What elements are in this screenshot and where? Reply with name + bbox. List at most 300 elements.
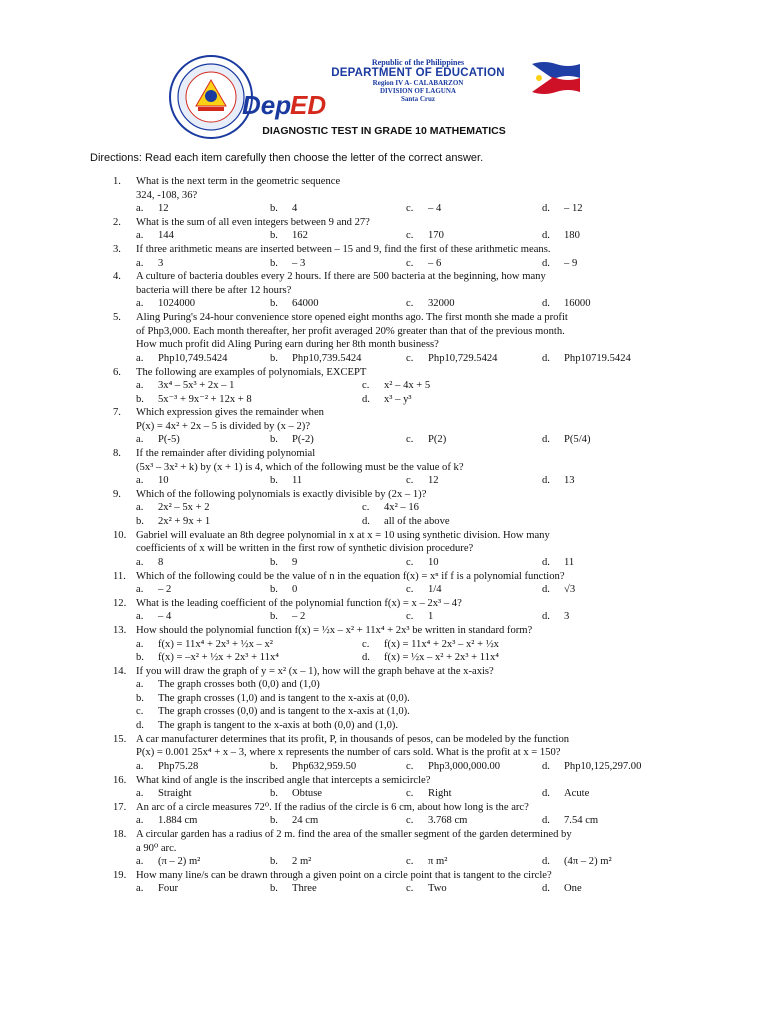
choice-text: Three	[292, 883, 317, 895]
choice-letter: b.	[270, 556, 278, 568]
choice-letter: c.	[406, 611, 414, 623]
choice-letter: b.	[270, 611, 278, 623]
choice-c	[406, 882, 447, 896]
choice-text: 4	[292, 203, 298, 214]
choice-a	[136, 760, 198, 774]
question-text: Which of the following polynomials is exactly divisible by (2x – 1)?	[136, 488, 427, 500]
choice-b	[136, 651, 279, 665]
question-line	[0, 447, 768, 461]
question-text: of Php3,000. Each month thereafter, her profit averaged 20% greater than that of the previous month.	[136, 325, 565, 337]
choice-letter: b.	[270, 298, 278, 310]
choice-letter: b.	[270, 883, 278, 895]
choice-text: Php75.28	[158, 760, 199, 772]
choice-c	[406, 474, 439, 488]
choices-row	[0, 352, 768, 366]
choice-c	[406, 583, 442, 597]
choice-letter: d.	[362, 515, 370, 527]
choice-letter: b.	[270, 257, 278, 269]
choice-letter: c.	[406, 760, 414, 772]
choices-row	[0, 882, 768, 896]
choice-d	[542, 474, 575, 488]
choice-text: 1	[428, 611, 434, 623]
choice-letter: d.	[542, 815, 550, 827]
svg-text:Dep: Dep	[242, 90, 292, 120]
choices-row	[0, 678, 768, 692]
choice-letter: a.	[136, 638, 144, 650]
question-number: 18.	[113, 829, 127, 841]
choice-text: 24 cm	[292, 815, 319, 827]
question-text: bacteria will there be after 12 hours?	[136, 284, 292, 296]
city-label: Santa Cruz	[400, 95, 436, 103]
choice-text: 3	[564, 611, 570, 623]
choice-text: – 2	[292, 611, 306, 623]
choice-text: f(x) = 11x⁴ + 2x³ + ½x – x²	[158, 638, 273, 650]
question-line	[0, 406, 768, 420]
question-number: 19.	[113, 869, 127, 881]
choice-text: 12	[428, 475, 439, 487]
choice-text: 13	[564, 475, 575, 487]
choice-letter: d.	[542, 203, 550, 214]
choice-letter: b.	[136, 692, 144, 704]
choice-c	[406, 814, 467, 828]
choice-a	[136, 297, 195, 311]
choice-c	[406, 257, 441, 271]
choice-a	[136, 678, 320, 692]
choice-d	[542, 855, 612, 869]
choice-b	[270, 229, 308, 243]
choice-c	[406, 229, 444, 243]
question-line	[0, 243, 768, 257]
choices-row	[0, 692, 768, 706]
question-text: a 90⁰ arc.	[136, 842, 177, 854]
choice-d	[542, 556, 574, 570]
question-line	[0, 366, 768, 380]
choice-letter: a.	[136, 788, 144, 799]
choice-letter: c.	[406, 856, 414, 868]
question-text: (5x³ – 3x² + k) by (x + 1) is 4, which of the following must be the value of k?	[136, 461, 464, 473]
choice-letter: d.	[542, 352, 550, 364]
choices-row	[0, 297, 768, 311]
choice-a	[136, 583, 171, 597]
choice-d	[542, 352, 631, 366]
question-number: 1.	[113, 176, 121, 187]
choice-letter: c.	[406, 584, 414, 595]
choice-letter: a.	[136, 203, 144, 214]
choice-letter: d.	[542, 298, 550, 310]
question-text: How much profit did Aling Puring earn during her 8th month business?	[136, 339, 439, 351]
choice-text: f(x) = 11x⁴ + 2x³ – x² + ½x	[384, 638, 499, 650]
choice-text: 162	[292, 230, 308, 242]
choice-letter: b.	[270, 352, 278, 364]
choice-c	[406, 610, 433, 624]
choice-c	[406, 433, 446, 447]
choice-d	[362, 651, 499, 665]
question-number: 13.	[113, 625, 127, 637]
choice-text: 170	[428, 230, 444, 242]
question-line	[0, 189, 768, 203]
choice-text: Php10,729.5424	[428, 352, 498, 364]
choice-letter: a.	[136, 230, 144, 242]
question-line	[0, 733, 768, 747]
choice-d	[542, 882, 582, 896]
choice-d	[542, 583, 575, 597]
choice-letter: b.	[136, 652, 144, 664]
choice-letter: c.	[362, 502, 370, 514]
choice-text: Php3,000,000.00	[428, 760, 501, 772]
choice-text: – 2	[158, 584, 172, 595]
choice-text: 3	[158, 257, 164, 269]
choice-b	[270, 556, 297, 570]
directions: Directions: Read each item carefully then choose the letter of the correct answer.	[90, 152, 484, 164]
choice-letter: a.	[136, 584, 144, 595]
choice-d	[136, 719, 398, 733]
choice-text: 8	[158, 556, 164, 568]
choice-text: 144	[158, 230, 174, 242]
choice-text: 11	[292, 475, 303, 487]
choice-text: – 4	[158, 611, 172, 623]
question-number: 3.	[113, 244, 121, 256]
republic-label: Republic of the Philippines	[371, 58, 465, 67]
choice-text: – 6	[428, 257, 442, 269]
choice-a	[136, 229, 174, 243]
choice-letter: a.	[136, 760, 144, 772]
choice-text: – 3	[292, 257, 306, 269]
choice-b	[270, 474, 302, 488]
choice-text: 11	[564, 556, 575, 568]
choices-row	[0, 719, 768, 733]
choice-a	[136, 501, 210, 515]
choice-text: 1024000	[158, 298, 196, 310]
deped-logo-icon	[240, 86, 327, 122]
choice-text: f(x) = ½x – x² + 2x³ + 11x⁴	[384, 652, 499, 664]
choice-b	[270, 882, 317, 896]
choice-letter: a.	[136, 815, 144, 827]
question-text: A car manufacturer determines that its profit, P, in thousands of pesos, can be modeled by the function	[136, 733, 570, 745]
question-line	[0, 801, 768, 815]
choice-letter: d.	[542, 856, 550, 868]
question-number: 15.	[113, 733, 127, 745]
question-line	[0, 311, 768, 325]
choice-letter: a.	[136, 434, 144, 446]
choice-letter: c.	[406, 883, 414, 895]
choices-row	[0, 610, 768, 624]
choice-a	[136, 814, 197, 828]
choice-text: Php632,959.50	[292, 760, 357, 772]
choice-c	[406, 855, 447, 869]
choice-letter: a.	[136, 556, 144, 568]
question-text: Which of the following could be the value of n in the equation f(x) = xⁿ if f is a polynomial function?	[136, 570, 565, 582]
choice-b	[270, 257, 305, 271]
question-line	[0, 529, 768, 543]
choice-letter: d.	[362, 393, 370, 405]
choice-letter: a.	[136, 257, 144, 269]
choice-text: – 9	[564, 257, 578, 269]
choices-row	[0, 855, 768, 869]
choice-text: Php10,739.5424	[292, 352, 362, 364]
choices-row	[0, 583, 768, 597]
choice-d	[542, 814, 598, 828]
choice-text: 3x⁴ – 5x³ + 2x – 1	[158, 380, 235, 391]
choice-letter: b.	[270, 584, 278, 595]
choice-d	[542, 229, 580, 243]
choice-text: Straight	[158, 788, 192, 799]
choice-text: Four	[158, 883, 179, 895]
choice-text: 2x² + 9x + 1	[158, 515, 211, 527]
choice-b	[270, 610, 305, 624]
question-line	[0, 774, 768, 788]
question-text: A circular garden has a radius of 2 m. find the area of the smaller segment of the garden determined by	[136, 829, 572, 841]
question-text: What is the next term in the geometric sequence	[136, 176, 341, 187]
choices-row	[0, 501, 768, 515]
choices-row	[0, 474, 768, 488]
choices-row	[0, 787, 768, 801]
choice-letter: c.	[406, 815, 414, 827]
choice-text: π m²	[428, 856, 448, 868]
question-line	[0, 597, 768, 611]
choice-text: (4π – 2) m²	[564, 856, 612, 868]
choice-text: 10	[428, 556, 439, 568]
question-number: 11.	[113, 570, 126, 582]
choice-c	[362, 379, 430, 393]
choice-text: 64000	[292, 298, 319, 310]
question-line	[0, 175, 768, 189]
question-line	[0, 338, 768, 352]
choice-a	[136, 379, 234, 393]
choices-row	[0, 705, 768, 719]
choice-letter: a.	[136, 856, 144, 868]
choice-a	[136, 352, 227, 366]
choice-letter: a.	[136, 298, 144, 310]
choice-a	[136, 855, 200, 869]
choice-text: x³ – y³	[384, 393, 412, 405]
question-text: How many line/s can be drawn through a given point on a circle point that is tangent to the circle?	[136, 869, 552, 881]
question-number: 16.	[113, 774, 127, 786]
choice-c	[406, 760, 500, 774]
choice-text: Obtuse	[292, 788, 323, 799]
choice-d	[542, 760, 641, 774]
choice-text: √3	[564, 584, 576, 595]
choice-letter: b.	[270, 203, 278, 214]
choice-a	[136, 257, 163, 271]
question-text: If three arithmetic means are inserted between – 15 and 9, find the first of these arithmetic means.	[136, 244, 551, 256]
question-number: 9.	[113, 488, 121, 500]
choices-row	[0, 433, 768, 447]
choice-a	[136, 556, 163, 570]
question-text: P(x) = 4x² + 2x – 5 is divided by (x – 2)?	[136, 420, 311, 432]
choice-text: The graph crosses both (0,0) and (1,0)	[158, 679, 320, 691]
choice-text: Php10,749.5424	[158, 352, 228, 364]
choice-text: 180	[564, 230, 580, 242]
question-line	[0, 216, 768, 230]
choices-row	[0, 651, 768, 665]
question-line	[0, 325, 768, 339]
choice-letter: c.	[362, 638, 370, 650]
choice-text: x² – 4x + 5	[384, 380, 431, 391]
choice-d	[542, 787, 589, 801]
choice-letter: c.	[406, 230, 414, 242]
choice-letter: b.	[270, 434, 278, 446]
region-label: Region IV A- CALABARZON	[372, 79, 464, 87]
question-text: coefficients of x will be written in the first row of synthetic division procedure?	[136, 543, 474, 555]
choice-letter: b.	[270, 760, 278, 772]
choice-letter: b.	[270, 815, 278, 827]
choice-letter: c.	[406, 556, 414, 568]
choice-letter: b.	[270, 230, 278, 242]
choice-b	[270, 760, 356, 774]
choice-text: 12	[158, 203, 169, 214]
choice-letter: d.	[542, 475, 550, 487]
choice-a	[136, 610, 171, 624]
question-number: 17.	[113, 801, 127, 813]
philippine-flag-icon	[530, 60, 582, 96]
choice-b	[270, 787, 322, 801]
choices-row	[0, 814, 768, 828]
question-text: What kind of angle is the inscribed angle that intercepts a semicircle?	[136, 774, 431, 786]
question-line	[0, 542, 768, 556]
choices-row	[0, 760, 768, 774]
choice-b	[270, 352, 361, 366]
choices-row	[0, 257, 768, 271]
choice-text: 9	[292, 556, 298, 568]
choice-letter: b.	[136, 515, 144, 527]
question-number: 10.	[113, 529, 127, 541]
choice-text: 10	[158, 475, 169, 487]
choice-letter: c.	[406, 352, 414, 364]
choice-text: – 4	[428, 203, 442, 214]
choice-a	[136, 638, 273, 652]
choices-row	[0, 202, 768, 216]
choices-row	[0, 229, 768, 243]
choice-letter: c.	[406, 257, 414, 269]
choice-letter: d.	[362, 652, 370, 664]
question-text: If you will draw the graph of y = x² (x – 1), how will the graph behave at the x-axis?	[136, 665, 494, 677]
choice-letter: a.	[136, 475, 144, 487]
choice-b	[136, 515, 210, 529]
question-line	[0, 570, 768, 584]
question-line	[0, 828, 768, 842]
choice-a	[136, 787, 192, 801]
choice-text: all of the above	[384, 515, 450, 527]
choice-letter: b.	[270, 788, 278, 799]
choice-letter: d.	[542, 584, 550, 595]
choice-letter: a.	[136, 611, 144, 623]
choice-text: (π – 2) m²	[158, 856, 201, 868]
question-line	[0, 488, 768, 502]
choice-text: 4x² – 16	[384, 502, 419, 514]
question-text: P(x) = 0.001 25x⁴ + x – 3, where x represents the number of cars sold. What is the profit at x = 150?	[136, 747, 561, 759]
choice-a	[136, 202, 169, 216]
question-line	[0, 869, 768, 883]
choice-letter: a.	[136, 352, 144, 364]
choice-letter: d.	[542, 230, 550, 242]
choice-text: 0	[292, 584, 298, 595]
question-number: 7.	[113, 407, 121, 419]
question-number: 12.	[113, 597, 127, 609]
choice-c	[406, 202, 441, 216]
choice-letter: c.	[406, 434, 414, 446]
question-line	[0, 420, 768, 434]
question-line	[0, 665, 768, 679]
choice-letter: d.	[542, 556, 550, 568]
question-line	[0, 746, 768, 760]
choice-b	[270, 433, 314, 447]
question-text: Which expression gives the remainder when	[136, 407, 324, 419]
choice-letter: c.	[136, 706, 144, 718]
choice-d	[542, 257, 577, 271]
choice-d	[362, 515, 450, 529]
choice-letter: c.	[406, 788, 414, 799]
choice-a	[136, 433, 180, 447]
choices-row	[0, 393, 768, 407]
division-label: DIVISION OF LAGUNA	[380, 87, 456, 95]
choice-c	[362, 638, 499, 652]
question-text: A culture of bacteria doubles every 2 hours. If there are 500 bacteria at the beginning, how many	[136, 271, 546, 283]
question-line	[0, 270, 768, 284]
choice-text: 7.54 cm	[564, 815, 599, 827]
choice-b	[136, 692, 410, 706]
choice-letter: a.	[136, 679, 144, 691]
choice-d	[542, 433, 590, 447]
choice-letter: d.	[542, 760, 550, 772]
choice-text: 2 m²	[292, 856, 312, 868]
choice-c	[406, 556, 439, 570]
question-line	[0, 461, 768, 475]
choice-text: 1/4	[428, 584, 442, 595]
choices-row	[0, 556, 768, 570]
choice-letter: b.	[136, 393, 144, 405]
choices-row	[0, 379, 768, 393]
choice-text: P(-2)	[292, 434, 314, 446]
choice-b	[270, 583, 297, 597]
choice-text: Php10719.5424	[564, 352, 631, 364]
choice-c	[406, 352, 497, 366]
choice-c	[136, 705, 410, 719]
choice-letter: d.	[542, 883, 550, 895]
choice-text: Two	[428, 883, 447, 895]
question-text: Gabriel will evaluate an 8th degree polynomial in x at x = 10 using synthetic division. How many	[136, 529, 550, 541]
letterhead	[320, 58, 516, 103]
question-text: The following are examples of polynomials, EXCEPT	[136, 366, 367, 378]
question-line	[0, 624, 768, 638]
choice-text: 3.768 cm	[428, 815, 468, 827]
choice-a	[136, 474, 169, 488]
department-label: DEPARTMENT OF EDUCATION	[331, 67, 505, 79]
choice-b	[270, 202, 297, 216]
choice-text: – 12	[564, 203, 583, 214]
question-number: 4.	[113, 271, 121, 283]
choice-letter: d.	[136, 719, 144, 731]
choice-text: 32000	[428, 298, 455, 310]
question-number: 8.	[113, 448, 121, 460]
choice-text: f(x) = –x² + ½x + 2x³ + 11x⁴	[158, 652, 279, 664]
choice-text: 1.884 cm	[158, 815, 198, 827]
choice-c	[406, 297, 454, 311]
choice-letter: c.	[406, 203, 414, 214]
choice-letter: a.	[136, 502, 144, 514]
question-line	[0, 842, 768, 856]
question-line	[0, 284, 768, 298]
question-text: An arc of a circle measures 72⁰. If the radius of the circle is 6 cm, about how long is the arc?	[136, 801, 529, 813]
question-number: 2.	[113, 216, 121, 228]
choice-d	[542, 297, 590, 311]
choice-b	[270, 855, 311, 869]
choice-b	[136, 393, 252, 407]
choice-b	[270, 297, 318, 311]
choice-b	[270, 814, 318, 828]
choice-d	[542, 610, 569, 624]
choices-row	[0, 515, 768, 529]
choice-text: P(5/4)	[564, 434, 591, 446]
